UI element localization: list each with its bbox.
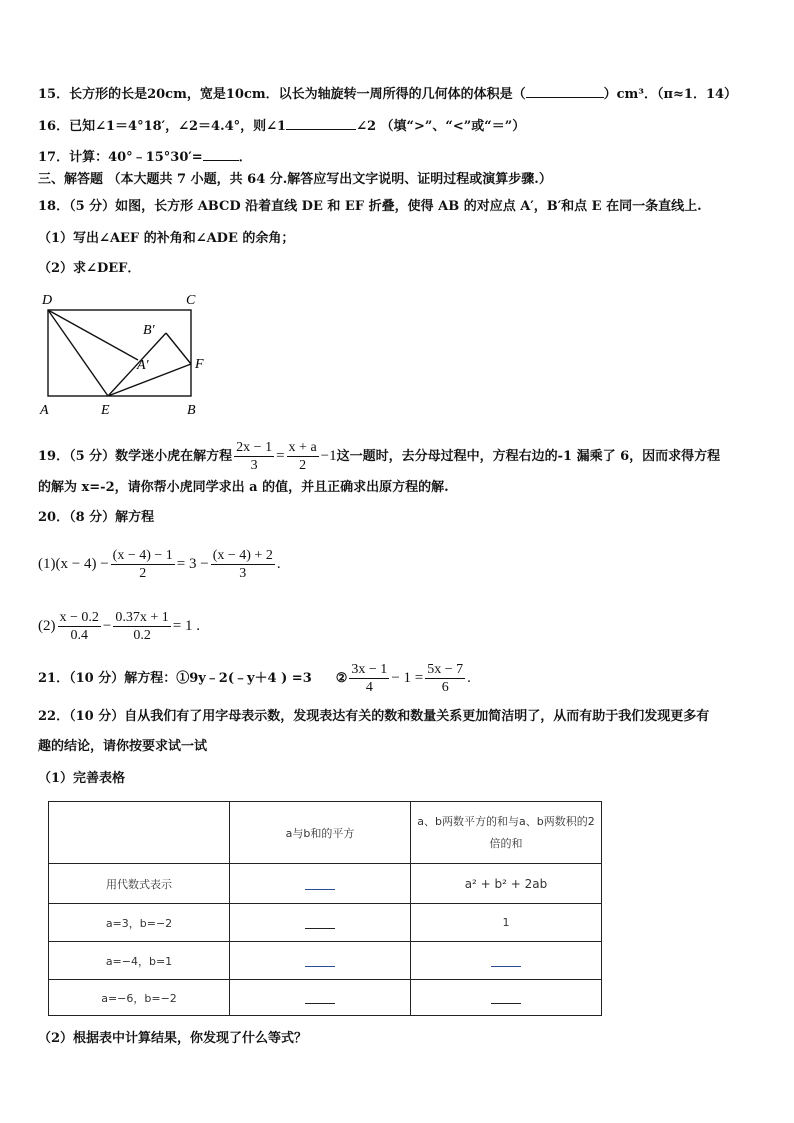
question-22-line-2: 趣的结论，请你按要求试一试 xyxy=(38,739,208,754)
answer-blank[interactable] xyxy=(491,989,521,1004)
equation-20-1 xyxy=(38,544,281,584)
fraction-left: $\frac{2x - 1}{3}$ xyxy=(236,440,273,473)
equation-middle: − 1 = xyxy=(391,670,424,686)
answer-cell[interactable] xyxy=(230,904,411,942)
question-text: 长方形的长是20cm，宽是10cm．以长为轴旋转一周所得的几何体的体积是（ xyxy=(69,87,526,102)
label-d: D xyxy=(42,293,53,308)
question-18-part-2: （2）求∠DEF． xyxy=(38,261,141,276)
question-text: （10 分）解方程：①9y﹣2(﹣y＋4 ) =3 xyxy=(69,671,312,686)
answer-blank[interactable] xyxy=(491,952,521,967)
question-number: 17． xyxy=(38,150,70,165)
rectangle-fold-figure xyxy=(38,290,218,420)
equation-middle: = 3 − xyxy=(176,556,209,572)
question-18-part-1: （1）写出∠AEF 的补角和∠ADE 的余角； xyxy=(38,231,295,246)
question-number: 22． xyxy=(38,709,70,724)
label-e: E xyxy=(101,403,110,418)
question-20 xyxy=(38,509,154,527)
equation-end: = 1 . xyxy=(172,618,200,634)
answer-blank[interactable] xyxy=(526,83,604,98)
question-17 xyxy=(38,146,252,167)
answer-blank[interactable] xyxy=(305,989,335,1004)
label-f: F xyxy=(195,357,204,372)
fraction-right: $\frac{x + a}{2}$ xyxy=(288,440,317,473)
question-text: 计算：40°﹣15°30′= xyxy=(69,150,203,165)
question-text: 已知∠1＝4°18′，∠2＝4.4°，则∠1 xyxy=(69,119,287,134)
question-15 xyxy=(38,83,737,104)
fraction-1: $\frac{x - 0.2}{0.4}$ xyxy=(59,610,99,644)
question-16 xyxy=(38,115,525,136)
row-label: a=−4，b=1 xyxy=(49,942,230,980)
answer-blank[interactable] xyxy=(203,146,239,161)
table-header-cell: a、b两数平方的和与a、b两数积的2倍的和 xyxy=(411,802,602,864)
line-de xyxy=(48,310,108,396)
question-19-line-2: 的解为 x=-2，请你帮小虎同学求出 a 的值，并且正确求出原方程的解. xyxy=(38,480,449,495)
question-text: （10 分）自从我们有了用字母表示数，发现表达有关的数和数量关系更加简洁明了，从而有助于我们发现更多有 xyxy=(69,709,710,724)
table-header-cell xyxy=(49,802,230,864)
row-label: a=−6，b=−2 xyxy=(49,980,230,1016)
answer-cell[interactable] xyxy=(230,864,411,904)
question-number: 18． xyxy=(38,199,70,214)
question-number: 16． xyxy=(38,119,70,134)
question-number: 15． xyxy=(38,87,70,102)
table-header-row xyxy=(49,802,602,864)
label-a: A xyxy=(40,403,49,418)
answer-blank[interactable] xyxy=(305,914,335,929)
fraction-2: $\frac{(x - 4) + 2}{3}$ xyxy=(212,548,273,582)
question-18 xyxy=(38,198,702,216)
answer-cell[interactable] xyxy=(411,942,602,980)
question-number: 21． xyxy=(38,671,70,686)
label-b: B xyxy=(187,403,196,418)
algebra-table xyxy=(48,801,602,1016)
fraction-2: $\frac{0.37x + 1}{0.2}$ xyxy=(115,610,169,644)
answer-blank[interactable] xyxy=(286,115,356,130)
equation-end: . xyxy=(467,670,471,686)
table-row xyxy=(49,980,602,1016)
label-b-prime: B′ xyxy=(143,323,155,338)
fraction-1: $\frac{(x - 4) - 1}{2}$ xyxy=(112,548,173,582)
answer-blank[interactable] xyxy=(305,875,335,890)
table-cell: 1 xyxy=(411,904,602,942)
question-text-end: ）cm³．（π≈1．14） xyxy=(603,87,738,102)
answer-cell[interactable] xyxy=(230,980,411,1016)
question-22-part-2: （2）根据表中计算结果，你发现了什么等式？ xyxy=(38,1031,308,1046)
question-text: （5 分）数学迷小虎在解方程 xyxy=(69,449,233,464)
equation-prefix: (1)(x − 4) − xyxy=(38,556,109,572)
label-a-prime: A′ xyxy=(137,358,149,373)
question-22 xyxy=(38,708,709,726)
table-cell: a² + b² + 2ab xyxy=(411,864,602,904)
question-text: （5 分）如图，长方形 ABCD 沿着直线 DE 和 EF 折叠，使得 AB 的对应点 A′，B′和点 E 在同一条直线上. xyxy=(69,199,702,214)
question-22-part-1: （1）完善表格 xyxy=(38,771,126,786)
fraction-2: $\frac{5x - 7}{6}$ xyxy=(427,662,464,695)
row-label: 用代数式表示 xyxy=(49,864,230,904)
line-da-prime xyxy=(48,310,138,360)
table-row xyxy=(49,904,602,942)
label-c: C xyxy=(186,293,196,308)
question-text: （8 分）解方程 xyxy=(69,510,155,525)
table-header-cell: a与b和的平方 xyxy=(230,802,411,864)
line-b-prime-f xyxy=(166,333,191,364)
equation-middle: − xyxy=(102,618,112,634)
table-row xyxy=(49,942,602,980)
question-text-end: ． xyxy=(238,150,252,165)
row-label: a=3，b=−2 xyxy=(49,904,230,942)
answer-cell[interactable] xyxy=(230,942,411,980)
table-row xyxy=(49,864,602,904)
question-21 xyxy=(38,660,471,697)
equation-prefix: (2) xyxy=(38,618,56,634)
question-19 xyxy=(38,438,720,475)
section-heading: 三、解答题 （本大题共 7 小题，共 64 分.解答应写出文字说明、证明过程或演算步骤.） xyxy=(38,172,552,187)
answer-blank[interactable] xyxy=(305,952,335,967)
answer-cell[interactable] xyxy=(411,980,602,1016)
question-number: 19． xyxy=(38,449,70,464)
minus-one: −1 xyxy=(320,448,337,464)
equation-end: . xyxy=(276,556,281,572)
equation-20-2 xyxy=(38,606,200,646)
equals-sign: = xyxy=(276,448,285,464)
question-number: 20． xyxy=(38,510,70,525)
fraction-1: $\frac{3x - 1}{4}$ xyxy=(351,662,388,695)
question-text-cont: 这一题时，去分母过程中，方程右边的-1 漏乘了 6，因而求得方程 xyxy=(336,449,721,464)
question-text-end: ∠2 （填“>”、“<”或“＝”） xyxy=(356,119,526,134)
circle-two: ② xyxy=(335,671,348,686)
line-ef xyxy=(108,364,191,396)
